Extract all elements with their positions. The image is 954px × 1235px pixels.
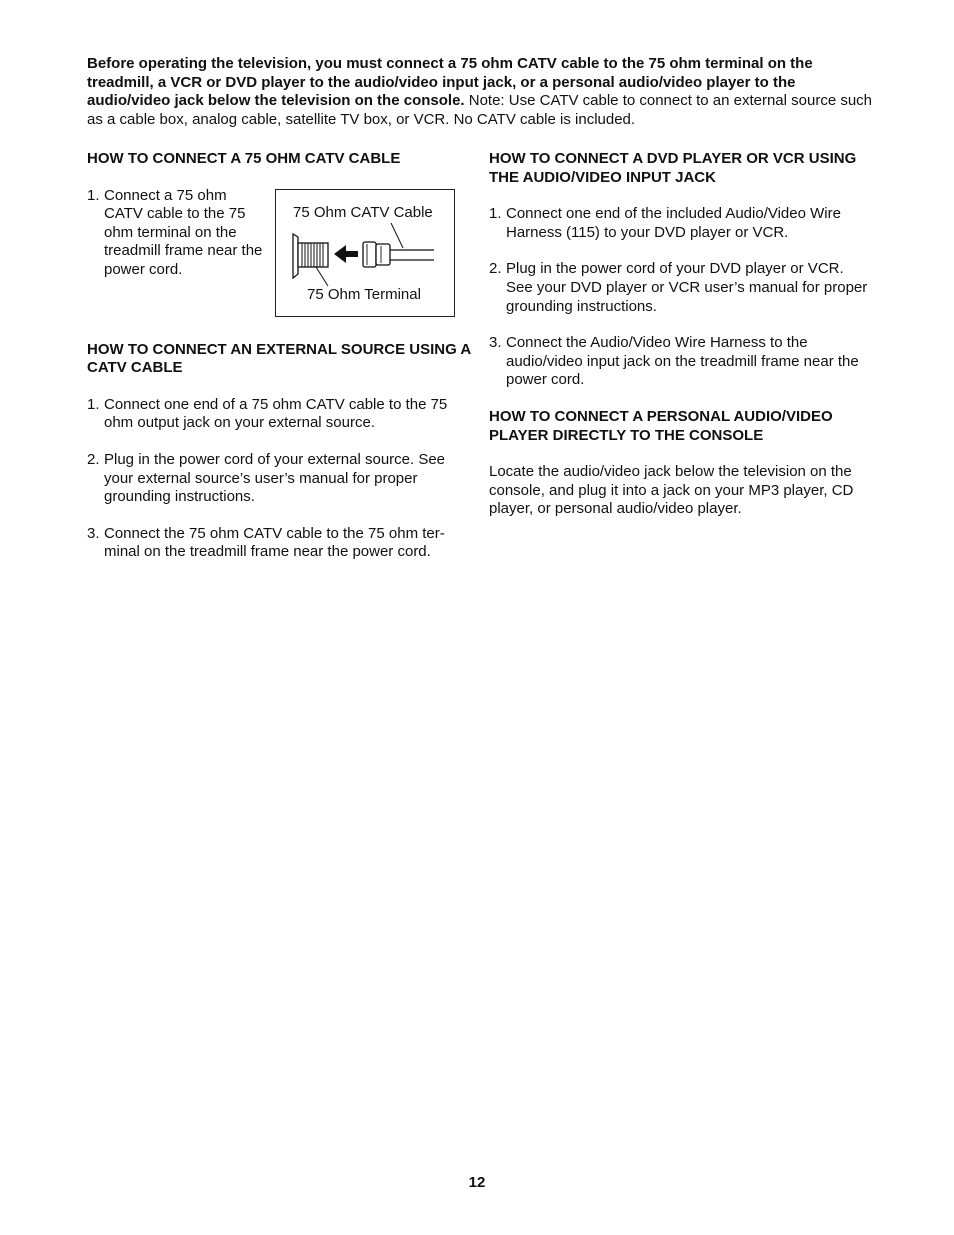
right-column [489,150,874,537]
heading-personal-player: HOW TO CONNECT A PERSONAL AUDIO/VIDEO PLAYER DIRECTLY TO THE CONSOLE [489,407,833,444]
step-number: 1. [489,205,502,223]
heading-external-source: HOW TO CONNECT AN EXTERNAL SOURCE USING A CATV CABLE [87,340,471,377]
external-step-2 [87,451,472,507]
step-number: 2. [489,260,502,278]
step-number: 3. [489,334,502,352]
heading-catv: HOW TO CONNECT A 75 OHM CATV CABLE [87,150,401,167]
step-text: Plug in the power cord of your external source. See your external source’s user’s manual for proper grounding instructions. [104,450,446,506]
left-column [87,150,472,580]
dvd-step-3 [489,334,874,390]
step-text: Connect the Audio/Video Wire Harness to the audio/video input jack on the treadmill frame near the power cord. [506,334,859,389]
step-number: 1. [87,395,100,413]
catv-step-with-figure [87,187,472,317]
external-step-3 [87,525,472,562]
step-number: 2. [87,450,100,468]
step-text: Connect the 75 ohm CATV cable to the 75 ohm ter-minal on the treadmill frame near the power cord. [104,524,445,561]
step-text: Connect one end of the included Audio/Video Wire Harness (115) to your DVD player or VCR. [506,205,841,241]
dvd-step-2 [489,260,874,316]
catv-step-1 [87,187,267,280]
step-number: 1. [87,186,100,204]
step-text: Connect a 75 ohm CATV cable to the 75 ohm terminal on the treadmill frame near the power cord. [104,186,263,278]
catv-connection-figure [275,189,455,317]
dvd-step-1 [489,205,874,242]
figure-label-catv-cable: 75 Ohm CATV Cable [293,203,433,221]
step-text: Plug in the power cord of your DVD player or VCR. See your DVD player or VCR user’s manual for proper grounding instructions. [506,260,868,315]
intro-bold-text: Before operating the television, you must connect a 75 ohm CATV cable to the 75 ohm terminal on the treadmill, a VCR or DVD player to the audio/video input jack, or a personal audio/video player to the audio/video jack below the television on the console. [87,55,813,110]
external-step-1 [87,396,472,433]
step-text: Connect one end of a 75 ohm CATV cable to the 75 ohm output jack on your external source. [104,395,448,432]
intro-paragraph [87,55,877,129]
figure-label-terminal: 75 Ohm Terminal [307,285,421,303]
step-number: 3. [87,524,100,542]
intro-note-text: Note: Use CATV cable to connect to an external source such as a cable box, analog cable, satellite TV box, or VCR. No CATV cable is included. [87,92,873,128]
heading-dvd-vcr: HOW TO CONNECT A DVD PLAYER OR VCR USING THE AUDIO/VIDEO INPUT JACK [489,150,857,186]
personal-player-paragraph: Locate the audio/video jack below the television on the console, and plug it into a jack on your MP3 player, CD player, or personal audio/video player. [489,463,854,518]
page-number: 12 [468,1174,486,1191]
